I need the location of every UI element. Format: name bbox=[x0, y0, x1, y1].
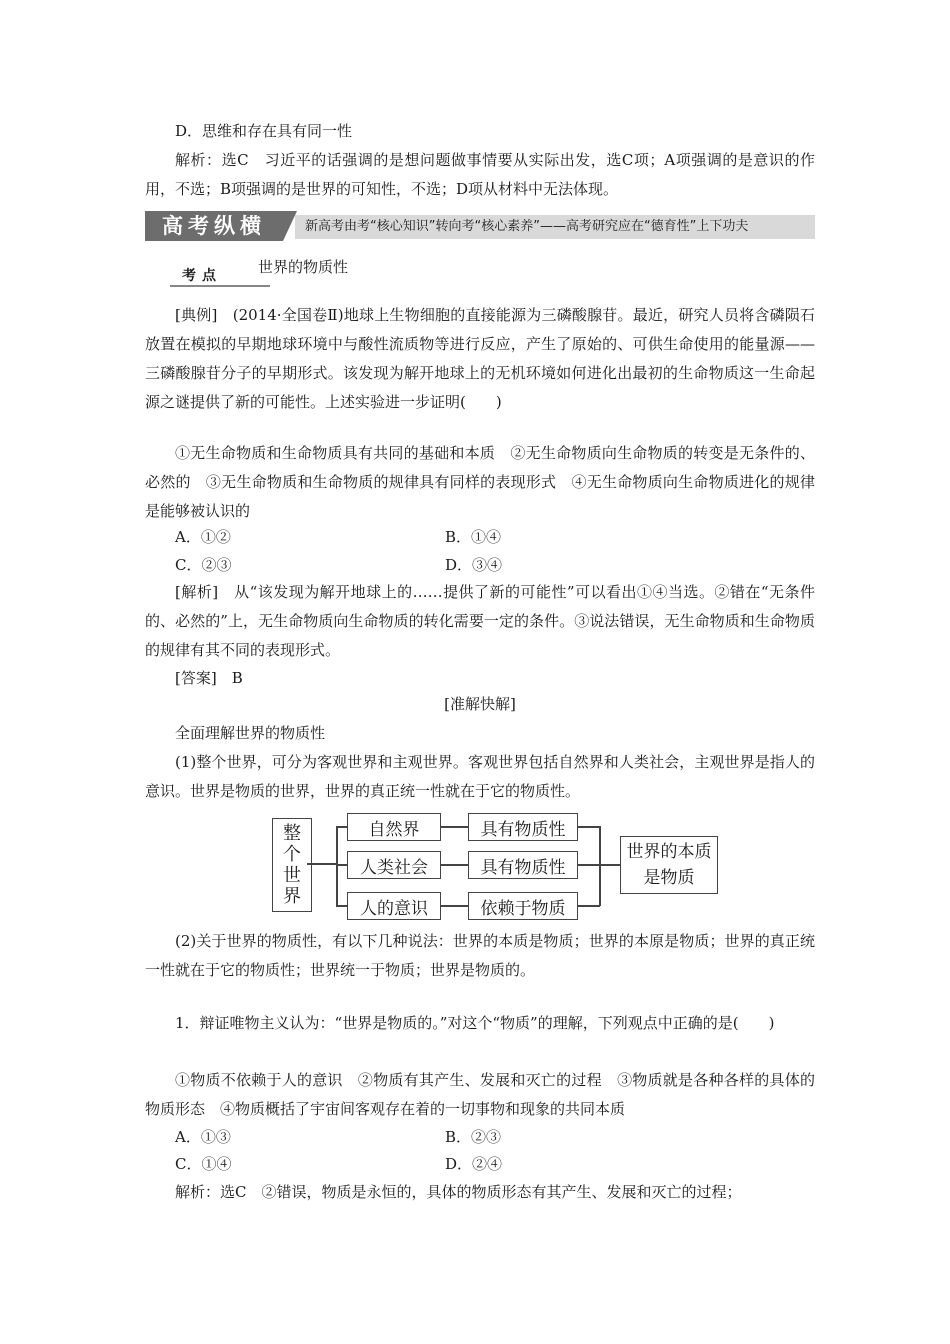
question1-stem: 1．辩证唯物主义认为：“世界是物质的。”对这个“物质”的理解，下列观点中正确的是( ) bbox=[175, 1014, 775, 1032]
connector-left-top bbox=[336, 826, 347, 828]
question1-option-a: A．①③ bbox=[175, 1128, 231, 1146]
connector-mid-middle bbox=[441, 864, 468, 866]
diagram-part-nature: 自然界 bbox=[347, 813, 441, 841]
diagram-conclusion: 世界的本质是物质 bbox=[620, 836, 718, 894]
diagram-prop-3: 依赖于物质 bbox=[468, 892, 578, 920]
quick-subheading: 全面理解世界的物质性 bbox=[175, 724, 326, 742]
connector-left-bottom bbox=[336, 905, 347, 907]
diagram-whole: 整个世界 bbox=[272, 818, 312, 912]
example-option-c: C．②③ bbox=[175, 556, 232, 574]
connector-whole bbox=[307, 863, 337, 865]
connector-mid-bottom bbox=[441, 905, 468, 907]
connector-right-vertical bbox=[599, 826, 601, 906]
diagram-prop-1: 具有物质性 bbox=[468, 813, 578, 841]
banner-tagline: 新高考由考“核心知识”转向考“核心素养”——高考研究应在“德育性”上下功夫 bbox=[295, 215, 815, 239]
quick-heading: [准解快解] bbox=[444, 695, 516, 713]
example-analysis: [解析] 从“该发现为解开地球上的……提供了新的可能性”可以看出①④当选。②错在“无条件的、必然的”上，无生命物质向生命物质的转化需要一定的条件。③说法错误，无生命物质和生命物质的规律有其不同的表现形式。 bbox=[145, 583, 815, 659]
kaodian-underline bbox=[170, 285, 270, 287]
quick-point-2: (2)关于世界的物质性，有以下几种说法：世界的本质是物质；世界的本原是物质；世界的真正统一性就在于它的物质性；世界统一于物质；世界是物质的。 bbox=[145, 932, 815, 979]
connector-right-bottom bbox=[578, 905, 600, 907]
quick-point-1: (1)整个世界，可分为客观世界和主观世界。客观世界包括自然界和人类社会，主观世界是指人的意识。世界是物质的世界，世界的真正统一性就在于它的物质性。 bbox=[145, 753, 815, 800]
connector-left-middle bbox=[336, 864, 347, 866]
analysis-paragraph: 解析：选C 习近平的话强调的是想问题做事情要从实际出发，选C项；A项强调的是意识的作用，不选；B项强调的是世界的可知性，不选；D项从材料中无法体现。 bbox=[145, 151, 815, 198]
question1-option-d: D．②④ bbox=[445, 1155, 503, 1173]
example-statements: ①无生命物质和生命物质具有共同的基础和本质 ②无生命物质向生命物质的转变是无条件的、必然的 ③无生命物质和生命物质的规律具有同样的表现形式 ④无生命物质向生命物质进化的规律是能够被认识的 bbox=[145, 444, 815, 520]
section-title: 世界的物质性 bbox=[258, 258, 349, 276]
option-d-line: D．思维和存在具有同一性 bbox=[175, 122, 353, 140]
banner-label: 高考纵横 bbox=[145, 211, 283, 241]
example-option-a: A．①② bbox=[175, 528, 231, 546]
gaokao-banner bbox=[145, 211, 815, 241]
example-option-d: D．③④ bbox=[445, 556, 503, 574]
diagram-part-society: 人类社会 bbox=[347, 851, 441, 879]
diagram-prop-2: 具有物质性 bbox=[468, 851, 578, 879]
connector-right-top bbox=[578, 826, 600, 828]
question1-statements: ①物质不依赖于人的意识 ②物质有其产生、发展和灭亡的过程 ③物质就是各种各样的具体的物质形态 ④物质概括了宇宙间客观存在着的一切事物和现象的共同本质 bbox=[145, 1071, 815, 1118]
connector-conclusion bbox=[600, 864, 620, 866]
example-option-b: B．①④ bbox=[445, 528, 502, 546]
connector-right-middle bbox=[578, 864, 600, 866]
question1-option-c: C．①④ bbox=[175, 1155, 232, 1173]
example-answer: [答案] B bbox=[175, 669, 243, 687]
kaodian-label: 考点 bbox=[182, 268, 222, 284]
example-stem: [典例] (2014·全国卷Ⅱ)地球上生物细胞的直接能源为三磷酸腺苷。最近，研究人员将含磷陨石放置在模拟的早期地球环境中与酸性流质物等进行反应，产生了原始的、可供生命使用的能量源——三磷酸腺苷分子的早期形式。该发现为解开地球上的无机环境如何进化出最初的生命物质这一生命起源之谜提供了新的可能性。上述实验进一步证明( ) bbox=[145, 306, 815, 411]
question1-analysis: 解析：选C ②错误，物质是永恒的，具体的物质形态有其产生、发展和灭亡的过程； bbox=[175, 1183, 742, 1201]
diagram-part-consciousness: 人的意识 bbox=[347, 892, 441, 920]
connector-left-vertical bbox=[336, 826, 338, 906]
question1-option-b: B．②③ bbox=[445, 1128, 502, 1146]
connector-mid-top bbox=[441, 826, 468, 828]
